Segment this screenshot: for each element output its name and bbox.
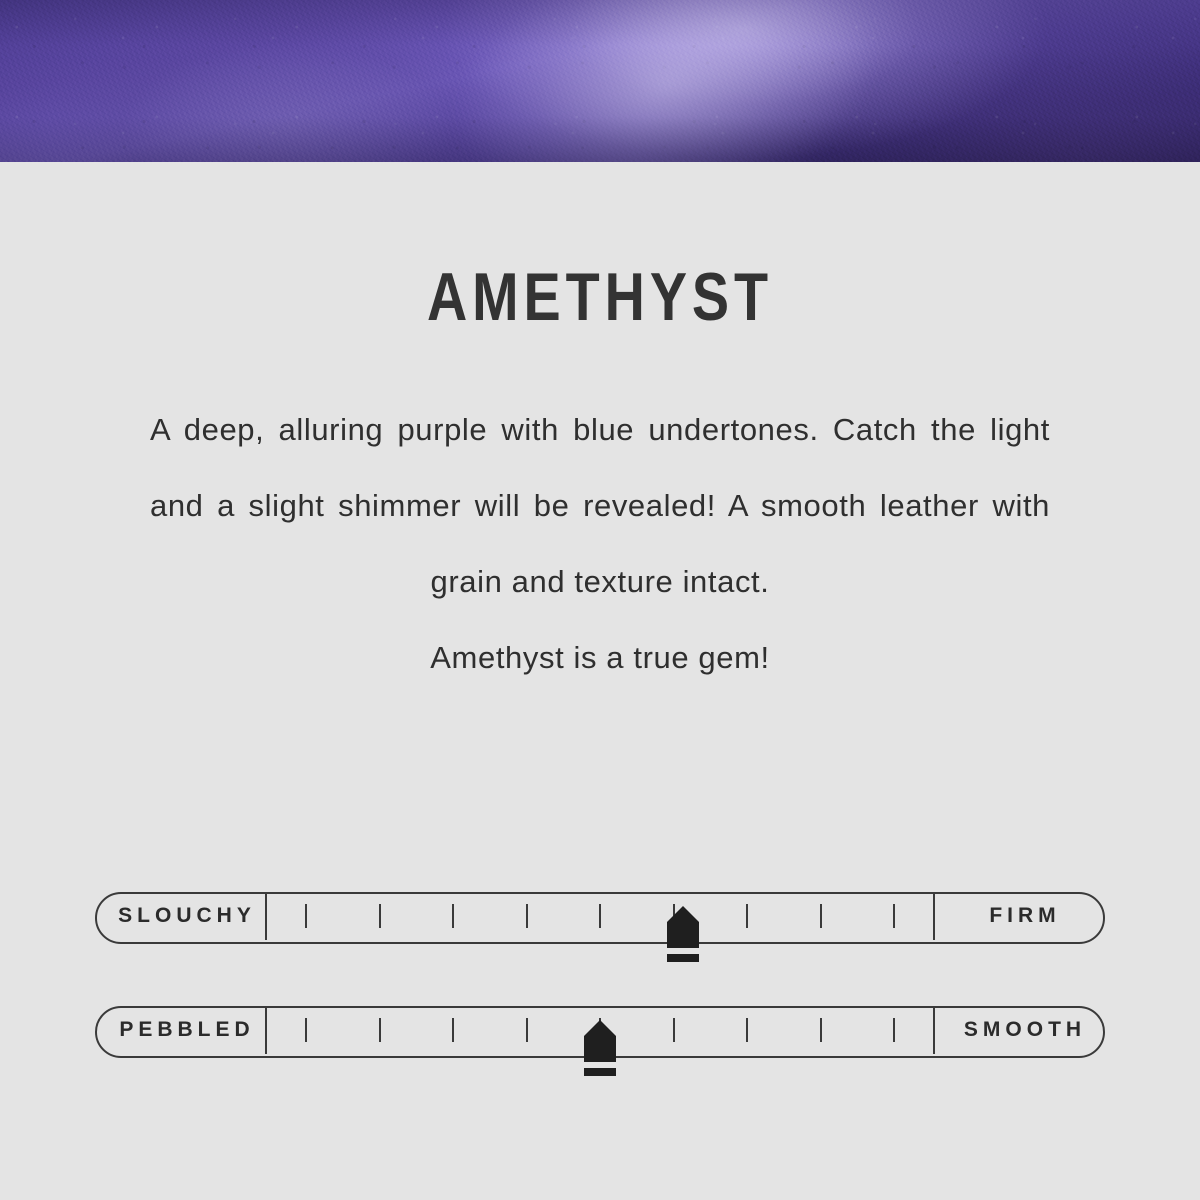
marker-roof-icon [667,906,699,922]
tick-mark [526,1018,528,1042]
tick-mark [599,904,601,928]
slider-ticks [267,892,933,940]
color-description [150,336,1050,696]
description-last-line: Amethyst is a true gem! [430,640,770,675]
slider-right-label: SMOOTH [933,1006,1105,1054]
marker-base-icon [584,1068,616,1076]
slider-left-label: SLOUCHY [95,892,267,940]
marker-roof-icon [584,1020,616,1036]
tick-mark [746,1018,748,1042]
card-content [0,162,1200,1200]
amethyst-leather-swatch [0,0,1200,162]
tick-mark [746,904,748,928]
tick-mark [452,1018,454,1042]
tick-mark [305,1018,307,1042]
slider-left-label: PEBBLED [95,1006,267,1054]
swatch-vignette [0,0,1200,162]
marker-body-icon [584,1036,616,1062]
tick-mark [893,904,895,928]
description-main: A deep, alluring purple with blue undertones. Catch the light and a slight shimmer will be revealed! A smooth leather with grain and texture intact. [150,412,1050,599]
slider-value-marker[interactable] [580,1020,620,1076]
slider-structure[interactable] [95,892,1105,944]
slider-texture[interactable] [95,1006,1105,1058]
tick-mark [379,904,381,928]
tick-mark [526,904,528,928]
marker-body-icon [667,922,699,948]
tick-mark [379,1018,381,1042]
slider-value-marker[interactable] [663,906,703,962]
tick-mark [893,1018,895,1042]
tick-mark [820,904,822,928]
page-title: AMETHYST [426,259,774,335]
attribute-sliders [0,892,1200,1120]
tick-mark [673,1018,675,1042]
slider-right-label: FIRM [933,892,1105,940]
tick-mark [305,904,307,928]
marker-base-icon [667,954,699,962]
tick-mark [820,1018,822,1042]
tick-mark [452,904,454,928]
